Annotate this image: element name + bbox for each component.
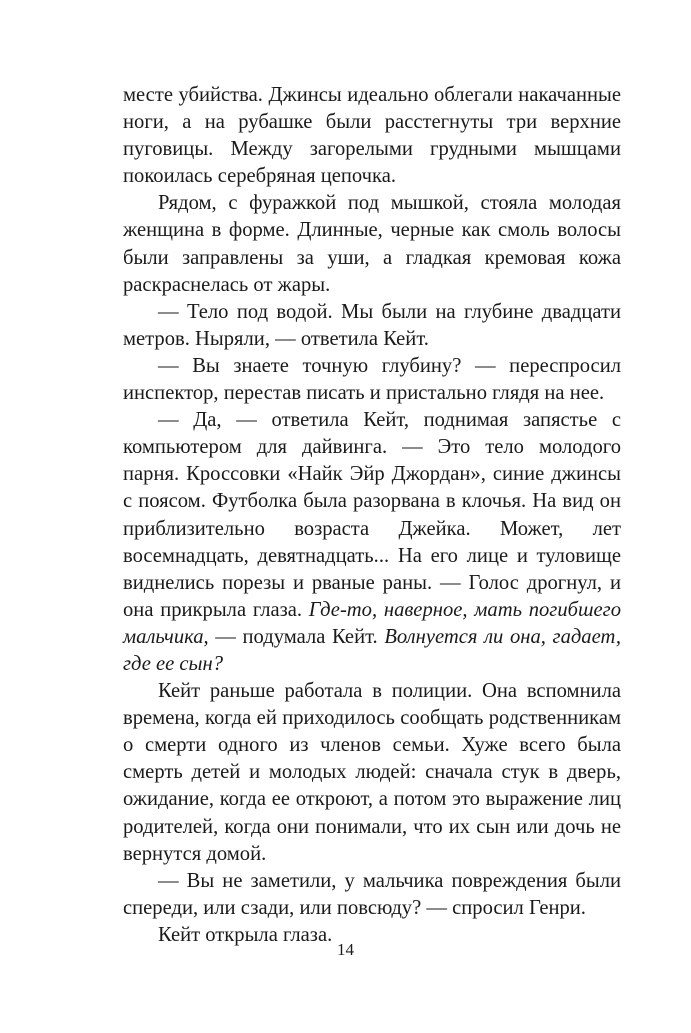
- paragraph: [123, 353, 621, 407]
- paragraph: [123, 299, 621, 353]
- paragraph: [123, 190, 621, 298]
- dialogue-text: , — подумала Кейт.: [203, 625, 385, 648]
- paragraph-text: месте убийства. Джинсы идеально облегали накачанные ноги, а на рубашке были расстегнуты три верхние пуговицы. Между загорелыми грудными мышцами покоилась серебряная цепочка.: [123, 84, 621, 188]
- paragraph-text: Кейт открыла глаза.: [158, 923, 333, 946]
- italic-thought-text: Где-то, наверное, мать погибшего мальчика: [123, 598, 621, 648]
- paragraph-text: Кейт раньше работала в полиции. Она вспомнила времена, когда ей приходилось сообщать родственникам о смерти одного из членов семьи. Хуже всего была смерть детей и молодых людей: сначала стук в дверь, ожидание, когда ее откроют, а потом это выражение лиц родителей, когда они понимали, что их сын или дочь не вернутся домой.: [123, 680, 621, 865]
- dialogue-text: — Вы знаете точную глубину? — переспросил инспектор, перестав писать и пристально глядя на нее.: [123, 354, 621, 405]
- dialogue-text: — Тело под водой. Мы были на глубине двадцати метров. Ныряли, — ответила Кейт.: [123, 300, 621, 350]
- dialogue-text: — Вы не заметили, у мальчика повреждения были спереди, или сзади, или повсюду? — спросил Генри.: [123, 869, 621, 919]
- paragraph: [123, 868, 621, 922]
- paragraph: [123, 678, 621, 868]
- page-body-text: [123, 82, 621, 949]
- dialogue-text: — Да, — ответила Кейт, поднимая запястье с компьютером для дайвинга. — Это тело молодого парня. Кроссовки «Найк Эйр Джордан», синие джинсы с поясом. Футболка была разорвана в клочья. На вид он приблизительно возраста Джейка. Может, лет восемнадцать, девятнадцать... На его лице и туловище виднелись порезы и рваные раны. — Голос дрогнул, и она прикрыла глаза.: [123, 409, 621, 621]
- paragraph: [123, 407, 621, 678]
- paragraph: [123, 82, 621, 190]
- italic-thought-text: Волнуется ли она, гадает, где ее сын?: [123, 625, 621, 675]
- paragraph-text: Рядом, с фуражкой под мышкой, стояла молодая женщина в форме. Длинные, черные как смоль волосы были заправлены за уши, а гладкая кремовая кожа раскраснелась от жары.: [123, 192, 621, 296]
- page-number: 14: [337, 940, 354, 959]
